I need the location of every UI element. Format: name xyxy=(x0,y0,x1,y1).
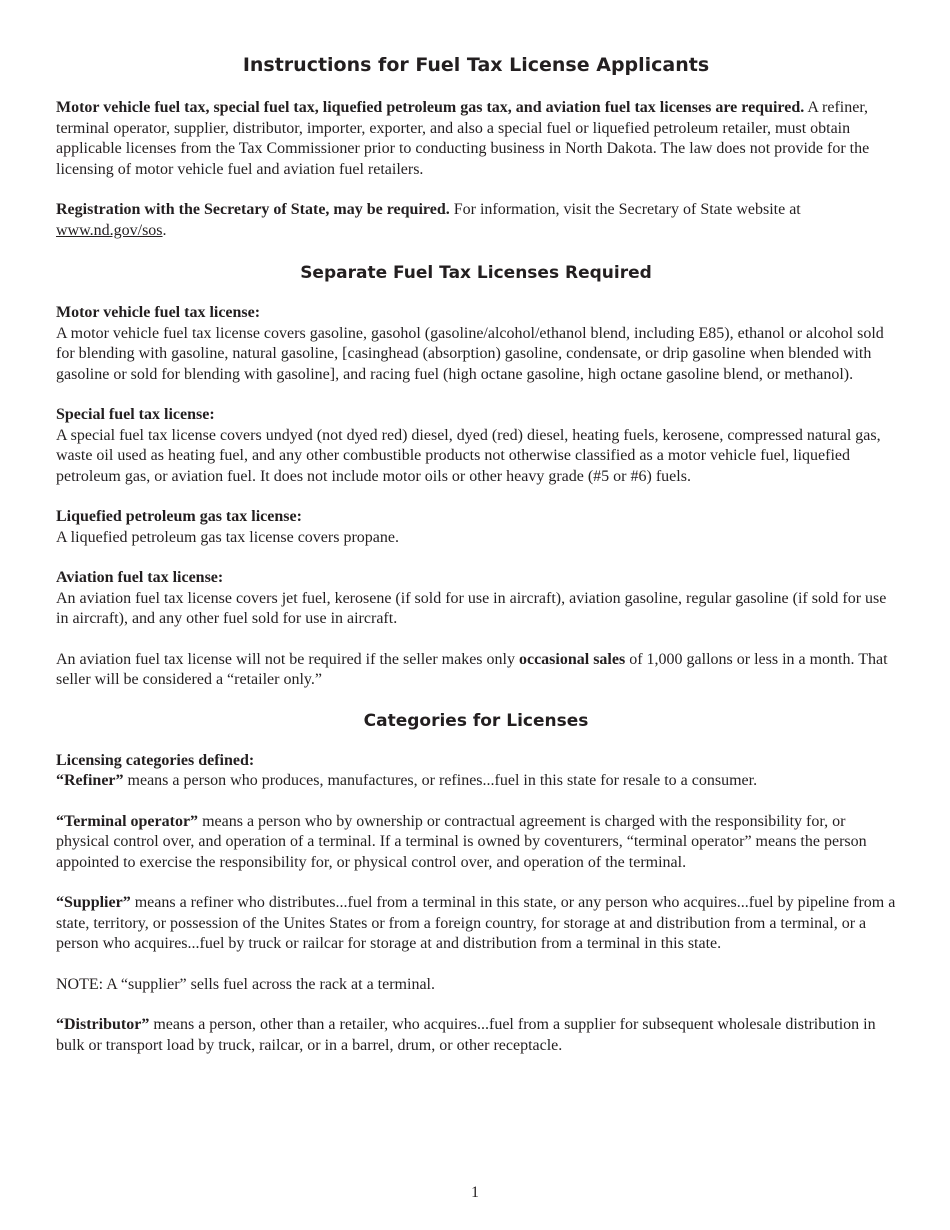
motor-vehicle-paragraph xyxy=(56,303,896,385)
motor-vehicle-text: A motor vehicle fuel tax license covers gasoline, gasohol (gasoline/alcohol/ethanol blend, including E85), ethanol or alcohol sold for blending with gasoline, natural gasoline, [casinghead (absorption) gasoline, condensate, or drip gasoline when blended with gasoline or sold for blending with gasoline], and racing fuel (high octane gasoline, high octane gasoline blend, or methanol). xyxy=(56,324,884,383)
special-fuel-text: A special fuel tax license covers undyed (not dyed red) diesel, dyed (red) diesel, heating fuels, kerosene, compressed natural gas, waste oil used as heating fuel, and any other combustible products not otherwise classified as a motor vehicle fuel, liquefied petroleum gas, or aviation fuel. It does not include motor oils or other heavy grade (#5 or #6) fuels. xyxy=(56,426,881,485)
sos-website-link[interactable]: www.nd.gov/sos xyxy=(56,221,163,239)
motor-vehicle-label: Motor vehicle fuel tax license: xyxy=(56,304,261,321)
refiner-paragraph xyxy=(56,751,896,792)
document-page xyxy=(56,52,896,1076)
refiner-term: “Refiner” xyxy=(56,772,124,789)
special-fuel-paragraph xyxy=(56,405,896,487)
page-number: 1 xyxy=(471,1184,479,1201)
section-heading-licenses: Separate Fuel Tax Licenses Required xyxy=(300,263,652,283)
occasional-before: An aviation fuel tax license will not be required if the seller makes only xyxy=(56,650,519,668)
lpg-paragraph xyxy=(56,507,896,548)
aviation-paragraph xyxy=(56,568,896,630)
intro-text: A refiner, terminal operator, supplier, distributor, importer, exporter, and also a special fuel or liquefied petroleum retailer, must obtain applicable licenses from the Tax Commissioner prior to conducting business in North Dakota. The law does not provide for the licensing of motor vehicle fuel and aviation fuel retailers. xyxy=(56,99,870,178)
aviation-label: Aviation fuel tax license: xyxy=(56,569,224,586)
occasional-sales-paragraph xyxy=(56,650,896,691)
registration-end: . xyxy=(162,221,167,239)
aviation-text: An aviation fuel tax license covers jet fuel, kerosene (if sold for use in aircraft), aviation gasoline, regular gasoline (if sold for use in aircraft), and any other fuel sold for use in aircraft. xyxy=(56,589,887,627)
terminal-operator-term: “Terminal operator” xyxy=(56,812,199,830)
refiner-text: means a person who produces, manufactures, or refines...fuel in this state for resale to a consumer. xyxy=(123,772,758,789)
supplier-note: NOTE: A “supplier” sells fuel across the rack at a terminal. xyxy=(56,975,435,993)
distributor-term: “Distributor” xyxy=(56,1016,150,1033)
terminal-operator-paragraph xyxy=(56,812,896,874)
distributor-text: means a person, other than a retailer, who acquires...fuel from a supplier for subsequent wholesale distribution in bulk or transport load by truck, railcar, or in a barrel, drum, or other receptacle. xyxy=(56,1016,876,1054)
supplier-paragraph xyxy=(56,893,896,955)
supplier-term: “Supplier” xyxy=(56,894,131,911)
intro-bold: Motor vehicle fuel tax, special fuel tax, liquefied petroleum gas tax, and aviation fuel tax licenses are required. xyxy=(56,99,805,116)
registration-text: For information, visit the Secretary of State website at xyxy=(449,201,801,218)
supplier-text: means a refiner who distributes...fuel from a terminal in this state, or any person who acquires...fuel by pipeline from a state, territory, or possession of the Unites States or from a foreign country, for storage at and distribution from a terminal, or a person who acquires...fuel by truck or railcar for storage at and distribution from a terminal in this state. xyxy=(56,894,896,952)
distributor-paragraph xyxy=(56,1015,896,1056)
special-fuel-label: Special fuel tax license: xyxy=(56,406,215,423)
lpg-label: Liquefied petroleum gas tax license: xyxy=(56,508,302,525)
page-title: Instructions for Fuel Tax License Applicants xyxy=(242,54,710,76)
categories-defined-label: Licensing categories defined: xyxy=(56,751,255,769)
lpg-text: A liquefied petroleum gas tax license covers propane. xyxy=(56,528,399,546)
occasional-bold: occasional sales xyxy=(518,650,626,668)
occasional-after: of 1,000 gallons or less in a month. That seller will be considered a “retailer only.” xyxy=(56,650,888,688)
section-heading-categories: Categories for Licenses xyxy=(363,710,589,731)
intro-paragraph xyxy=(56,98,896,180)
registration-bold: Registration with the Secretary of State, may be required. xyxy=(56,201,450,218)
registration-paragraph xyxy=(56,200,896,241)
terminal-operator-text: means a person who by ownership or contractual agreement is charged with the responsibility for, or physical control over, and operation of a terminal. If a terminal is owned by coventurers, “terminal operator” means the person appointed to exercise the responsibility for, or physical control over, and operation of the terminal. xyxy=(56,812,867,871)
